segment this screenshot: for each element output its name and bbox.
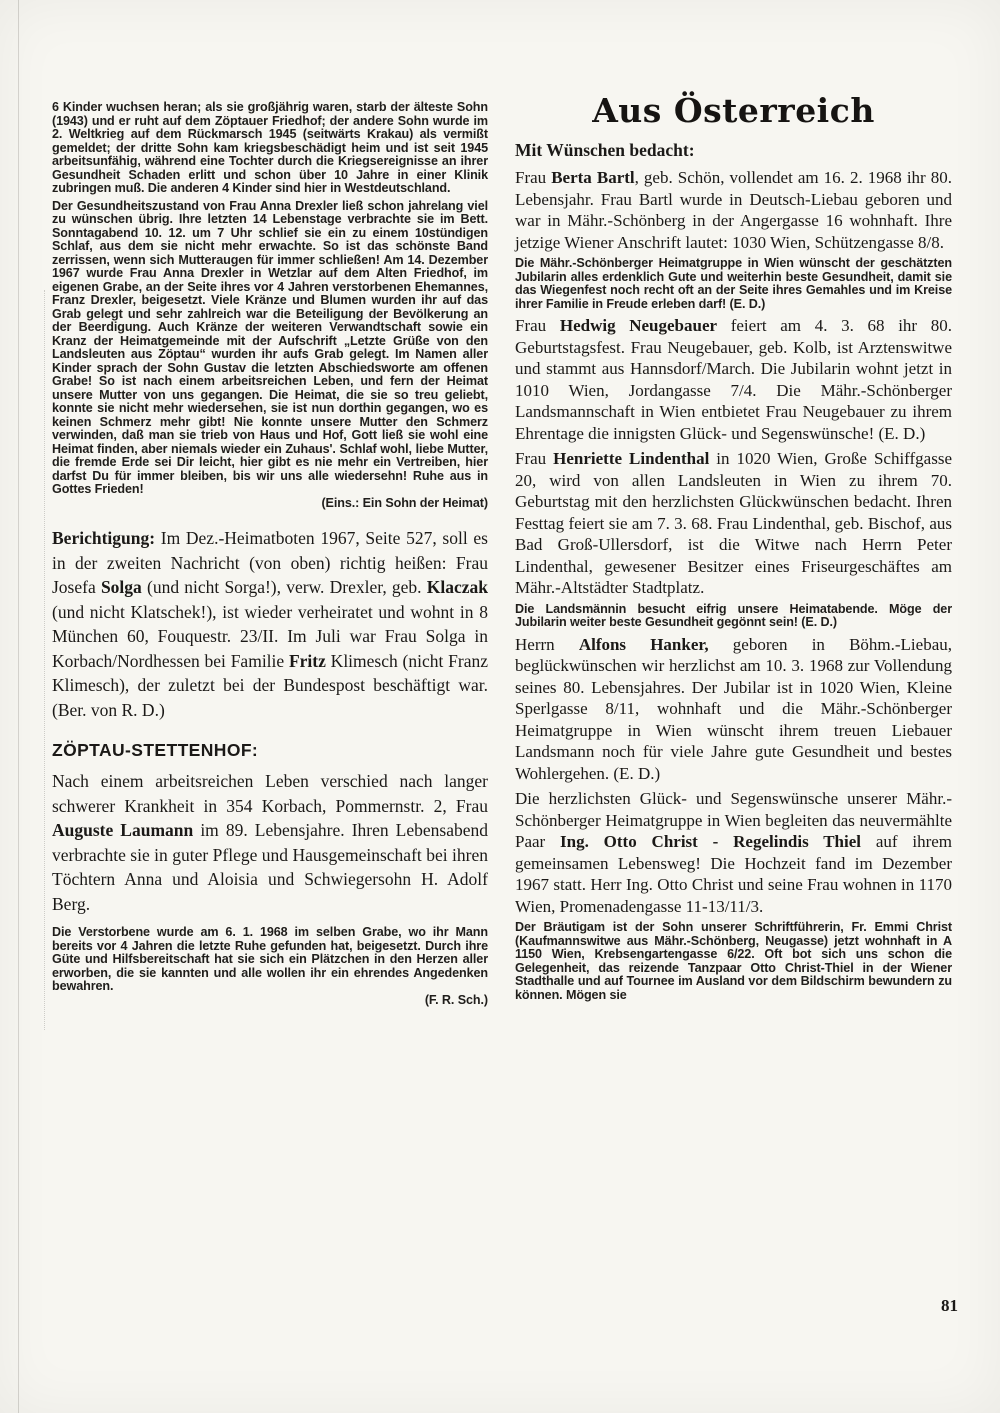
scan-edge-artifact: [18, 0, 19, 1413]
scan-fold-dots-artifact: [44, 290, 45, 1030]
obituary-drexler-paragraph: Der Gesundheitszustand von Frau Anna Drexler ließ schon jahrelang viel zu wünschen übrig. Ihre letzten 14 Lebenstage verbrachte sie im Bett. Sonntagabend 10. 12. um 7 Uhr schlief sie ein zu einem 10stündigen Schlaf, aus dem sie nicht mehr erwachte. So ist das schönste Band zerrissen, wenn sich Mutteraugen für immer schließen! Am 14. Dezember 1967 wurde Frau Anna Drexler in Wetzlar auf dem Alten Friedhof, im eigenen Grabe, an der Seite ihres vor 4 Jahren verstorbenen Ehemannes, Franz Drexler, beigesetzt. Viele Kränze und Blumen wurden ihr auf das Grab gelegt und sehr zahlreich war die Beteiligung der Bevölkerung an der Beerdigung. Auch Kränze der weiteren Verwandtschaft sowie ein Kranz der Heimatgemeinde mit der Aufschrift „Letzte Grüße von den Landsleuten aus Zöptau“ wurden ihr aufs Grab gelegt. Im Namen aller Kinder sprach der Sohn Gustav die letzten Abschiedsworte am offenen Grabe! So ist nach einem arbeitsreichen Leben, und fern der Heimat unsere Mutter von uns gegangen. Die Heimat, die sie so treu geliebt, konnte sie nicht mehr wiedersehen, sie ist nun dorthin gegangen, wo es keinen Schmerz mehr gibt! Nie konnte unsere Mutter den Schmerz verwinden, daß man sie trieb von Haus und Hof, Gott ließ sie wohl eine Heimat finden, aber niemals wieder ein Zuhaus'. Schlaf wohl, liebe Mutter, die fremde Erde sei Dir leicht, hier gibt es nie mehr ein Vertreiben, hier darfst Du für immer bleiben, bis wir uns alle wiedersehn! Ruhe aus in Gottes Frieden!: [52, 198, 488, 496]
birthday-notice-neugebauer: Frau Hedwig Neugebauer feiert am 4. 3. 68 ihr 80. Geburtstagsfest. Frau Neugebauer, geb. Kolb, ist Arztenswitwe und stammt aus Hannsdorf/March. Die Jubilarin wohnt jetzt in 1010 Wien, Jordangasse 7/4. Die Mähr.-Schönberger Landsmannschaft in Wien entbietet Frau Neugebauer zu ihrem Ehrentage die innigsten Glück- und Segenswünsche! (E. D.): [515, 316, 953, 443]
birthday-notice-lindenthal: Frau Henriette Lindenthal in 1020 Wien, Große Schiffgasse 20, wird von allen Landsleuten in Wien zu ihrem 70. Geburtstag mit den herzlichsten Glückwünschen bedacht. Ihren Festtag feiert sie am 7. 3. 68. Frau Lindenthal, geb. Bischof, aus Bad Groß-Ullersdorf, ist die Witwe nach Herrn Peter Lindenthal, gewesener Besitzer eines Friseurgeschäftes am Mähr.-Altstädter Stadtplatz.: [515, 449, 953, 597]
left-column: [52, 101, 488, 1009]
obituary-laumann-paragraph: Nach einem arbeitsreichen Leben verschied nach langer schwerer Krankheit in 354 Korbach, Pommernstr. 2, Frau Auguste Laumann im 89. Lebensjahre. Ihren Lebensabend verbrachte sie in guter Pflege und Hausgemeinschaft bei ihren Töchtern Anna und Aloisia und Schwiegersohn H. Adolf Berg.: [52, 771, 488, 914]
correction-paragraph: Berichtigung: Im Dez.-Heimatboten 1967, Seite 527, soll es in der zweiten Nachricht (von oben) richtig heißen: Frau Josefa Solga (und nicht Sorga!), verw. Drexler, geb. Klaczak (und nicht Klatschek!), ist wieder verheiratet und wohnt in 8 München 60, Fouquestr. 23/II. Im Juli war Frau Solga in Korbach/Nordhessen bei Familie Fritz Klimesch (nicht Franz Klimesch), der zuletzt bei der Bundespost beschäftigt war. (Ber. von R. D.): [52, 528, 489, 720]
birthday-notice-bartl-wishes: Die Mähr.-Schönberger Heimatgruppe in Wien wünscht der geschätzten Jubilarin alles erdenklich Gute und weiterhin beste Gesundheit, damit sie das Wiegenfest noch recht oft an der Seite ihres Gemahles und im Kreise ihrer Familie in Freude erleben darf! (E. D.): [515, 256, 952, 311]
obituary-continuation-paragraph: 6 Kinder wuchsen heran; als sie großjährig waren, starb der älteste Sohn (1943) und er ruht auf dem Zöptauer Friedhof; der andere Sohn wurde im 2. Weltkrieg auf dem Rückmarsch 1945 (seitwärts Krakau) als vermißt gemeldet; der dritte Sohn kam kriegsbeschädigt heim und ist seit 1945 arbeitsunfähig, während eine Tochter durch die Kriegsereignisse an ihrer Gesundheit Schaden erlitt und schon über 10 Jahre in einer Klinik zubringen muß. Die anderen 4 Kinder sind hier in Westdeutschland.: [52, 100, 488, 195]
birthday-notice-hanker: Herrn Alfons Hanker, geboren in Böhm.-Liebau, beglückwünschen wir herzlichst am 10. 3. 1968 zur Vollendung seines 80. Lebensjahres. Der Jubilar ist in 1020 Wien, Kleine Sperlgasse 8/11, wohnhaft und die Mähr.-Schönberger Heimatgruppe in Wien wünscht ihrem treuen Liebauer Landsmann noch für viele Jahre gute Gesundheit und bestes Wohlergehen. (E. D.): [515, 634, 952, 783]
wedding-notice-christ-thiel: Die herzlichsten Glück- und Segenswünsche unserer Mähr.-Schönberger Heimatgruppe in Wien begleiten das neuvermählte Paar Ing. Otto Christ - Regelindis Thiel auf ihrem gemeinsamen Lebensweg! Die Hochzeit fand im Dezember 1967 statt. Herr Ing. Otto Christ und seine Frau wohnen in 1170 Wien, Promenadengasse 11-13/11/3.: [515, 789, 953, 916]
attribution-laumann: (F. R. Sch.): [424, 992, 488, 1007]
right-column: [515, 92, 952, 1002]
obituary-laumann-details-paragraph: Die Verstorbene wurde am 6. 1. 1968 im selben Grabe, wo ihr Mann bereits vor 4 Jahren die letzte Ruhe gefunden hat, beigesetzt. Durch ihre Güte und Hilfsbereitschaft hat sie sich ein Plätzchen in den Herzen aller erworben, die sie kannten und alle wollen ihr ein ehrendes Angedenken bewahren.: [52, 925, 488, 993]
subheading-mit-wuenschen-bedacht: Mit Wünschen bedacht:: [515, 140, 695, 160]
page-number: 81: [941, 1296, 958, 1315]
section-heading-aus-oesterreich: Aus Österreich: [592, 91, 875, 130]
section-heading-zoeptau-stettenhof: ZÖPTAU-STETTENHOF:: [52, 740, 259, 760]
birthday-notice-lindenthal-wishes: Die Landsmännin besucht eifrig unsere Heimatabende. Möge der Jubilarin weiter beste Gesundheit gegönnt sein! (E. D.): [515, 601, 952, 629]
birthday-notice-bartl: Frau Berta Bartl, geb. Schön, vollendet am 16. 2. 1968 ihr 80. Lebensjahr. Frau Bartl wurde in Deutsch-Liebau geboren und war in Mähr.-Schönberg in der Angergasse 16 wohnhaft. Ihre jetzige Wiener Anschrift lautet: 1030 Wien, Schützengasse 8/8.: [515, 168, 952, 252]
wedding-notice-christ-thiel-details: Der Bräutigam ist der Sohn unserer Schriftführerin, Fr. Emmi Christ (Kaufmannswitwe aus Mähr.-Schönberg, Neugasse) jetzt wohnhaft in A 1150 Wien, Krebsengartengasse 6/22. Oft bot sich uns schon die Gelegenheit, das reizende Tanzpaar Otto Christ-Thiel in der Wiener Stadthalle und auf Tournee im Ausland vor dem Bildschirm bewundern zu können. Mögen sie: [515, 920, 952, 1002]
attribution-drexler: (Eins.: Ein Sohn der Heimat): [321, 495, 488, 510]
